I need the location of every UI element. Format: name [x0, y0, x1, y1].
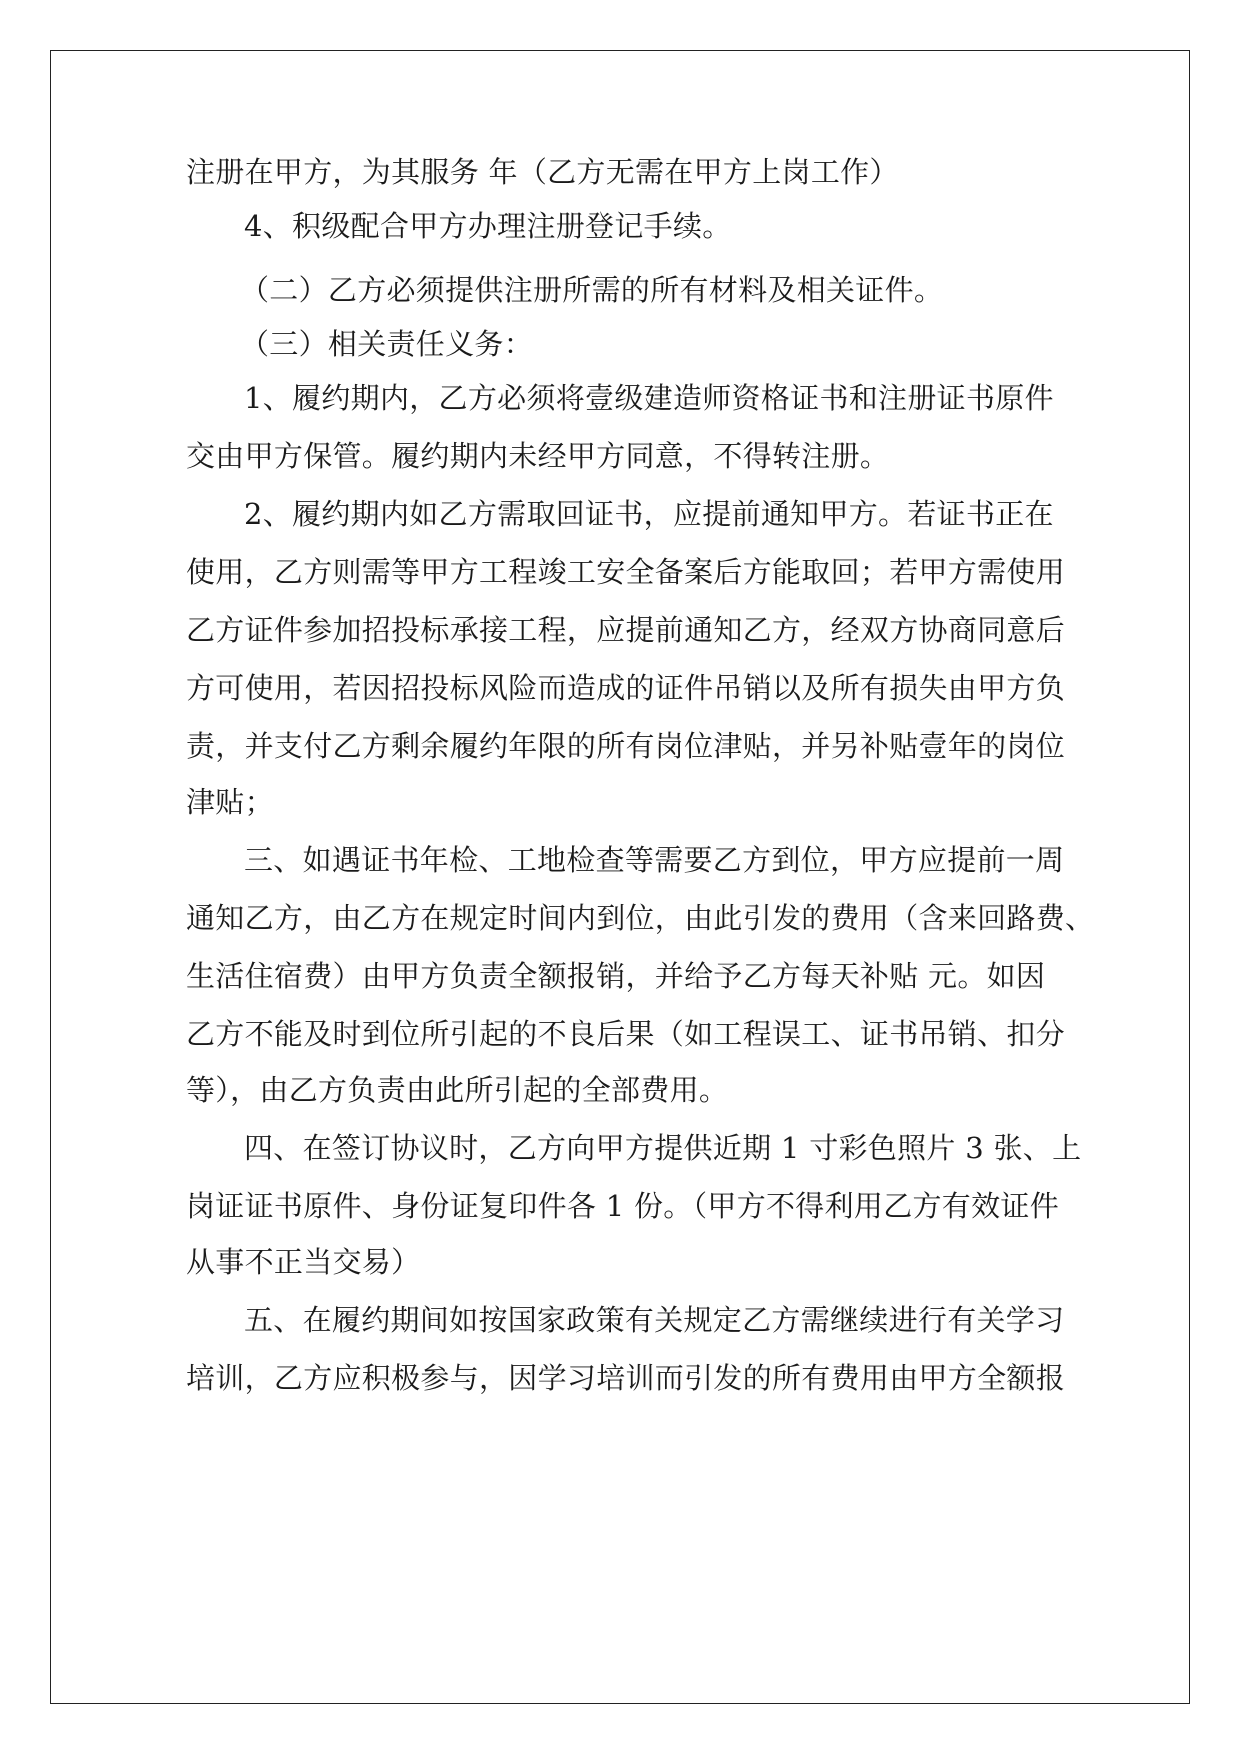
text-line: 乙方不能及时到位所引起的不良后果（如工程误工、证书吊销、扣分 — [186, 1017, 1066, 1051]
text-line: 生活住宿费）由甲方负责全额报销，并给予乙方每天补贴 元。如因 — [186, 959, 1046, 993]
text-line: 津贴； — [186, 785, 274, 819]
text-line: 等），由乙方负责由此所引起的全部费用。 — [186, 1073, 729, 1107]
text-line: （三）相关责任义务： — [240, 327, 534, 361]
text-line: 交由甲方保管。履约期内未经甲方同意，不得转注册。 — [186, 439, 890, 473]
text-line: 2、履约期内如乙方需取回证书，应提前通知甲方。若证书正在 — [244, 497, 1054, 531]
text-line: 通知乙方，由乙方在规定时间内到位，由此引发的费用（含来回路费、 — [186, 901, 1095, 935]
text-line: 方可使用，若因招投标风险而造成的证件吊销以及所有损失由甲方负 — [186, 671, 1066, 705]
text-line: 培训，乙方应积极参与，因学习培训而引发的所有费用由甲方全额报 — [186, 1361, 1066, 1395]
text-line: 注册在甲方，为其服务 年（乙方无需在甲方上岗工作） — [186, 155, 899, 189]
text-line: 五、在履约期间如按国家政策有关规定乙方需继续进行有关学习 — [244, 1303, 1065, 1337]
text-line: 1、履约期内，乙方必须将壹级建造师资格证书和注册证书原件 — [244, 381, 1054, 415]
text-line: 4、积级配合甲方办理注册登记手续。 — [244, 209, 732, 243]
text-line: 使用，乙方则需等甲方工程竣工安全备案后方能取回；若甲方需使用 — [186, 555, 1066, 589]
text-line: 责，并支付乙方剩余履约年限的所有岗位津贴，并另补贴壹年的岗位 — [186, 729, 1066, 763]
text-line: （二）乙方必须提供注册所需的所有材料及相关证件。 — [240, 273, 944, 307]
text-line: 四、在签订协议时，乙方向甲方提供近期 1 寸彩色照片 3 张、上 — [244, 1131, 1082, 1165]
text-line: 三、如遇证书年检、工地检查等需要乙方到位，甲方应提前一周 — [244, 843, 1065, 877]
text-line: 乙方证件参加招投标承接工程，应提前通知乙方，经双方协商同意后 — [186, 613, 1066, 647]
text-line: 岗证证书原件、身份证复印件各 1 份。（甲方不得利用乙方有效证件 — [186, 1189, 1059, 1223]
text-line: 从事不正当交易） — [186, 1245, 421, 1279]
